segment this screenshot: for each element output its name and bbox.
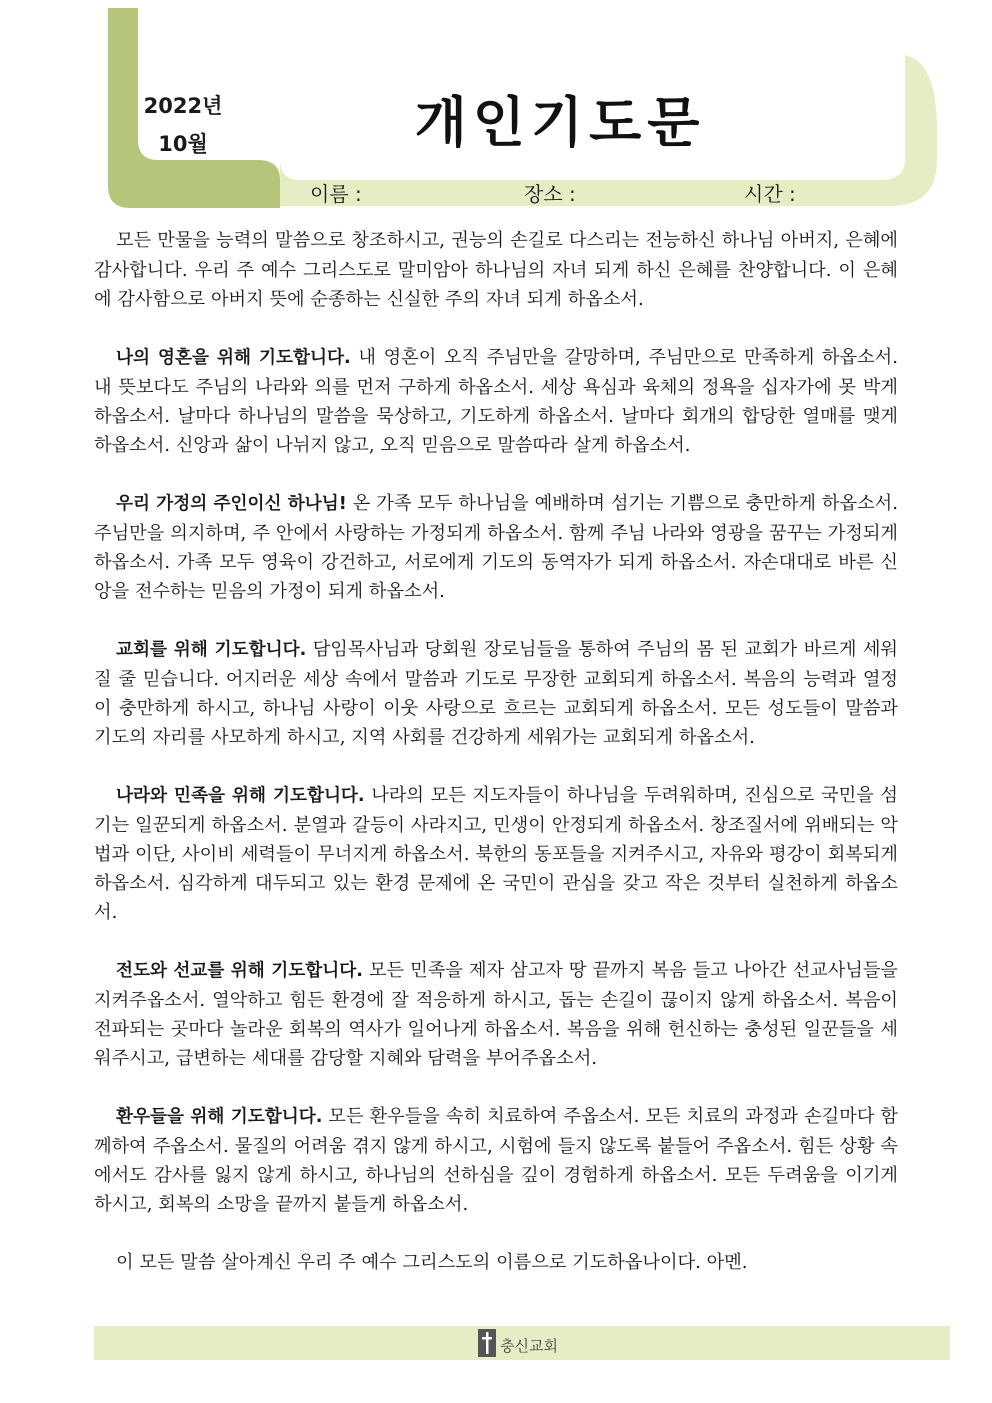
paragraph-text: 담임목사님과 당회원 장로님들을 통하여 주님의 몸 된 교회가 바르게 세워질 줄 믿습니다. 어지러운 세상 속에서 말씀과 기도로 무장한 교회되게 하옵소서. 복음의 능력과 열정이 충만하게 하시고, 하나님 사랑이 이웃 사랑으로 흐르는 교회되게 하옵소서. 모든 성도들이 말씀과 기도의 자리를 사모하게 하시고, 지역 사회를 건강하게 세워가는 교회되게 하옵소서.: [94, 639, 899, 748]
paragraph-text: 온 가족 모두 하나님을 예배하며 섬기는 기쁨으로 충만하게 하옵소서. 주님만을 의지하며, 주 안에서 사랑하는 가정되게 하옵소서. 함께 주님 나라와 영광을 꿈꾸는 가정되게 하옵소서. 가족 모두 영육이 강건하고, 서로에게 기도의 동역자가 되게 하옵소서. 자손대대로 바른 신앙을 전수하는 믿음의 가정이 되게 하옵소서.: [94, 493, 898, 602]
paragraph-text: 모든 만물을 능력의 말씀으로 창조하시고, 권능의 손길로 다스리는 전능하신 하나님 아버지, 은혜에 감사합니다. 우리 주 예수 그리스도로 말미암아 하나님의 자녀 되게 하신 은혜를 찬양합니다. 이 은혜에 감사함으로 아버지 뜻에 순종하는 신실한 주의 자녀 되게 하옵소서.: [94, 230, 898, 310]
paragraph-text: 이 모든 말씀 살아계신 우리 주 예수 그리스도의 이름으로 기도하옵나이다. 아멘.: [116, 1252, 748, 1273]
prayer-paragraph: [94, 1102, 898, 1219]
place-field-label: 장소 :: [524, 182, 576, 206]
page-title: 개인기도문: [414, 91, 706, 154]
paragraph-heading: 환우들을 위해 기도합니다.: [116, 1107, 323, 1127]
prayer-paragraph: [94, 635, 898, 752]
header-month: 10월: [158, 132, 208, 156]
prayer-paragraph: [94, 781, 898, 927]
paragraph-heading: 나라와 민족을 위해 기도합니다.: [116, 786, 365, 806]
prayer-paragraph: [94, 343, 898, 460]
church-name: 충신교회: [500, 1336, 558, 1355]
closing-paragraph: [94, 1248, 898, 1278]
paragraph-text: 모든 민족을 제자 삼고자 땅 끝까지 복음 들고 나아간 선교사님들을 지켜주옵소서. 열악하고 힘든 환경에 잘 적응하게 하시고, 돕는 손길이 끊이지 않게 하옵소서. 복음이 전파되는 곳마다 놀라운 회복의 역사가 일어나게 하옵소서. 복음을 위해 헌신하는 충성된 일꾼들을 세워주시고, 급변하는 세대를 감당할 지혜와 담력을 부어주옵소서.: [94, 960, 898, 1069]
paragraph-text: 모든 환우들을 속히 치료하여 주옵소서. 모든 치료의 과정과 손길마다 함께하여 주옵소서. 물질의 어려움 겪지 않게 하시고, 시험에 들지 않도록 붙들어 주옵소서. 힘든 상황 속에서도 감사를 잃지 않게 하시고, 하나님의 선하심을 깊이 경험하게 하옵소서. 모든 두려움을 이기게 하시고, 회복의 소망을 끝까지 붙들게 하옵소서.: [94, 1106, 898, 1215]
paragraph-heading: 교회를 위해 기도합니다.: [116, 640, 307, 660]
paragraph-text: 나라의 모든 지도자들이 하나님을 두려워하며, 진심으로 국민을 섬기는 일꾼되게 하옵소서. 분열과 갈등이 사라지고, 민생이 안정되게 하옵소서. 창조질서에 위배되는 악법과 이단, 사이비 세력들이 무너지게 하옵소서. 북한의 동포들을 지켜주시고, 자유와 평강이 회복되게 하옵소서. 심각하게 대두되고 있는 환경 문제에 온 국민이 관심을 갖고 작은 것부터 실천하게 하옵소서.: [94, 785, 898, 923]
prayer-body: [94, 226, 898, 1307]
prayer-paragraph: [94, 489, 898, 606]
cross-icon: [478, 1329, 496, 1361]
prayer-paragraph: [94, 956, 898, 1073]
paragraph-text: 내 영혼이 오직 주님만을 갈망하며, 주님만으로 만족하게 하옵소서. 내 뜻보다도 주님의 나라와 의를 먼저 구하게 하옵소서. 세상 욕심과 육체의 정욕을 십자가에 못 박게 하옵소서. 날마다 하나님의 말씀을 묵상하고, 기도하게 하옵소서. 날마다 회개의 합당한 열매를 맺게 하옵소서. 신앙과 삶이 나뉘지 않고, 오직 믿음으로 말씀따라 살게 하옵소서.: [94, 347, 898, 456]
paragraph-heading: 전도와 선교를 위해 기도합니다.: [116, 961, 363, 981]
header-year: 2022년: [143, 94, 223, 118]
time-field-label: 시간 :: [744, 182, 796, 206]
church-logo: [478, 1329, 558, 1361]
name-field-label: 이름 :: [310, 182, 362, 206]
paragraph-heading: 나의 영혼을 위해 기도합니다.: [116, 348, 351, 368]
paragraph-heading: 우리 가정의 주인이신 하나님!: [116, 494, 347, 514]
prayer-paragraph: [94, 226, 898, 314]
